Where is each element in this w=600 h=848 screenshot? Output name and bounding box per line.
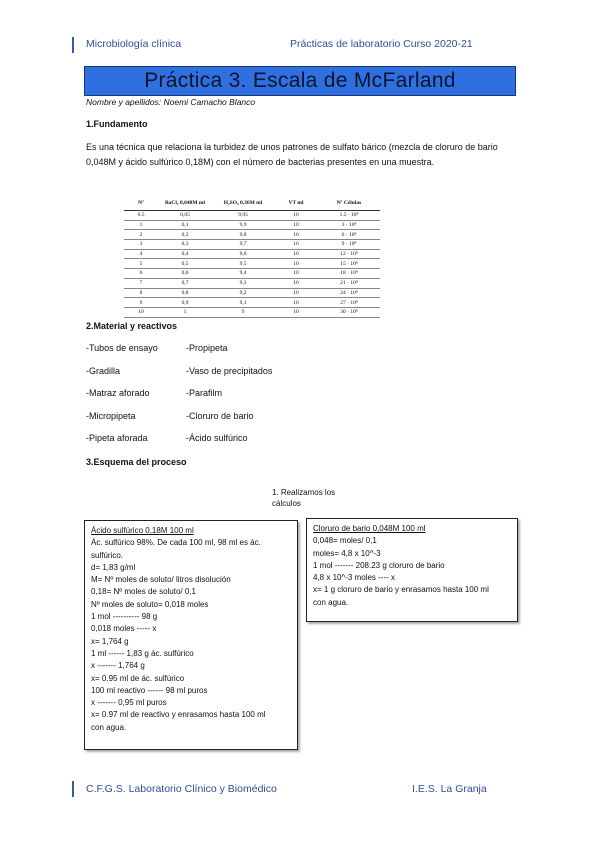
table-cell: 24 · 10⁸ [318, 288, 380, 298]
table-cell: 9,3 [212, 278, 274, 288]
table-cell: 10 [274, 269, 318, 279]
table-cell: 10 [274, 278, 318, 288]
material-item: -Micropipeta [86, 410, 136, 421]
table-cell: 6 [124, 269, 158, 279]
box-line: con agua. [313, 597, 349, 607]
table-cell: 0,2 [158, 230, 212, 240]
box-line: moles= 4,8 x 10^-3 [313, 548, 381, 558]
table-cell: 10 [274, 240, 318, 250]
table-cell: 9 [124, 298, 158, 308]
table-row [124, 230, 380, 240]
table-row [124, 220, 380, 230]
table-cell: 9,2 [212, 288, 274, 298]
material-item: -Parafilm [186, 388, 223, 398]
table-row [124, 298, 380, 308]
box-line: con agua. [91, 722, 127, 732]
table-row [124, 240, 380, 250]
material-item: -Vaso de precipitados [186, 365, 273, 376]
table-cell: 6 · 10⁸ [318, 230, 380, 240]
section2-heading: 2.Material y reactivos [86, 321, 178, 331]
box-line: 0,048= moles/ 0,1 [313, 536, 377, 546]
table-cell: 1 [158, 307, 212, 317]
table-row [124, 211, 380, 221]
box-line: 1 ml ------ 1,83 g ác. sulfúrico [91, 648, 194, 658]
box-line: x= 1,764 g [91, 636, 129, 646]
box-line: x= 0.97 ml de reactivo y enrasamos hasta 100 ml [91, 710, 266, 720]
material-item: -Cloruro de bario [186, 410, 254, 421]
box-title: Ácido sulfúrico 0,18M 100 ml [91, 526, 194, 535]
box-line: 4,8 x 10^-3 moles ---- x [313, 573, 395, 583]
table-cell: 3 [124, 240, 158, 250]
table-cell: 10 [274, 211, 318, 221]
table-cell: 21 · 10⁸ [318, 278, 380, 288]
table-cell: 10 [124, 307, 158, 317]
sulfuric-acid-calculation-box [84, 520, 298, 750]
box-line: Ác. sulfúrico 98%. De cada 100 ml, 98 ml es ác. [91, 538, 261, 548]
header-course: Prácticas de laboratorio Curso 2020-21 [290, 38, 473, 50]
barium-chloride-calculation-box [306, 518, 518, 622]
table-cell: 9,6 [212, 249, 274, 259]
box-title: Cloruro de bario 0,048M 100 ml [313, 524, 426, 533]
step1-line1: 1. Realizamos los [272, 488, 336, 497]
table-header: Nº Células [318, 196, 380, 211]
author-line: Nombre y apellidos: Noemi Camacho Blanco [86, 97, 256, 107]
table-cell: 18 · 10⁸ [318, 269, 380, 279]
box-line: 0,18= Nº moles de soluto/ 0,1 [91, 587, 196, 597]
table-cell: 9,5 [212, 259, 274, 269]
table-cell: 12 · 10⁸ [318, 249, 380, 259]
box-line: M= Nº moles de soluto/ litros disolución [91, 575, 231, 585]
table-cell: 0,4 [158, 249, 212, 259]
table-cell: 15 · 10⁸ [318, 259, 380, 269]
section1-paragraph: Es una técnica que relaciona la turbidez de unos patrones de sulfato bárico (mezcla de cloruro de bario 0,048M y ácido sulfúrico 0,18M) con el número de bacterias presentes en una muestra. [86, 142, 498, 167]
table-cell: 0,5 [158, 259, 212, 269]
box-line: x= 1 g cloruro de bario y enrasamos hasta 100 ml [313, 585, 489, 595]
table-cell: 10 [274, 307, 318, 317]
table-cell: 10 [274, 220, 318, 230]
step1-line2: cálculos [272, 499, 301, 508]
material-item: -Propipeta [186, 343, 228, 353]
table-row [124, 249, 380, 259]
table-cell: 9 [212, 307, 274, 317]
table-cell: 1 [124, 220, 158, 230]
table-cell: 7 [124, 278, 158, 288]
footer-cycle: C.F.G.S. Laboratorio Clínico y Biomédico [86, 783, 277, 795]
table-cell: 0,3 [158, 240, 212, 250]
table-row [124, 278, 380, 288]
table-cell: 9,4 [212, 269, 274, 279]
header-subject: Microbiología clínica [86, 38, 182, 50]
table-cell: 9,8 [212, 230, 274, 240]
table-cell: 9,7 [212, 240, 274, 250]
table-cell: 0,9 [158, 298, 212, 308]
table-cell: 0,7 [158, 278, 212, 288]
table-cell: 9,9 [212, 220, 274, 230]
mcfarland-table [124, 196, 380, 318]
page-title: Práctica 3. Escala de McFarland [144, 69, 456, 92]
table-cell: 5 [124, 259, 158, 269]
table-cell: 4 [124, 249, 158, 259]
box-line: sulfúrico. [91, 550, 124, 560]
material-item: -Matraz aforado [86, 388, 150, 398]
table-cell: 10 [274, 288, 318, 298]
box-line: 100 ml reactivo ------ 98 ml puros [91, 685, 208, 695]
table-cell: 3 · 10⁸ [318, 220, 380, 230]
table-row [124, 307, 380, 317]
table-row [124, 288, 380, 298]
material-item: -Ácido sulfúrico [186, 433, 248, 443]
table-cell: 9,95 [212, 211, 274, 221]
table-cell: 10 [274, 230, 318, 240]
material-item: -Pipeta aforada [86, 433, 148, 443]
table-cell: 1.5 · 10⁸ [318, 211, 380, 221]
table-header: H₂SO₄ 0,36M ml [212, 196, 274, 211]
box-line: d= 1,83 g/ml [91, 562, 136, 572]
footer-bar [72, 781, 74, 797]
table-cell: 0,8 [158, 288, 212, 298]
box-line: 1 mol ---------- 98 g [91, 612, 158, 622]
table-cell: 9 · 10⁸ [318, 240, 380, 250]
table-cell: 0,05 [158, 211, 212, 221]
table-cell: 30 · 10⁸ [318, 307, 380, 317]
table-cell: 9,1 [212, 298, 274, 308]
box-line: x= 0.95 ml de ác. sulfúrico [91, 673, 185, 683]
table-header: Nº [124, 196, 158, 211]
table-row [124, 259, 380, 269]
header-bar [72, 37, 74, 53]
table-cell: 2 [124, 230, 158, 240]
table-cell: 0,1 [158, 220, 212, 230]
table-header-row [124, 196, 380, 211]
table-cell: 27 · 10⁸ [318, 298, 380, 308]
table-cell: 8 [124, 288, 158, 298]
table-cell: 10 [274, 259, 318, 269]
table-cell: 0.5 [124, 211, 158, 221]
material-item: -Gradilla [86, 365, 121, 376]
table-header: BaCl₂ 0,048M ml [158, 196, 212, 211]
table-row [124, 269, 380, 279]
section1-heading: 1.Fundamento [86, 119, 148, 129]
box-line: 1 mol ------- 208.23 g cloruro de bario [313, 560, 445, 570]
material-item: -Tubos de ensayo [86, 343, 158, 353]
box-line: x ------- 1,764 g [91, 661, 145, 671]
title-banner [84, 66, 516, 96]
footer-school: I.E.S. La Granja [412, 783, 487, 795]
table-header: VT ml [274, 196, 318, 211]
box-line: Nº moles de soluto= 0,018 moles [91, 599, 209, 609]
table-cell: 10 [274, 298, 318, 308]
table-cell: 0,6 [158, 269, 212, 279]
section3-heading: 3.Esquema del proceso [86, 457, 187, 467]
box-line: 0,018 moles ----- x [91, 624, 157, 634]
box-line: x ------- 0,95 ml puros [91, 698, 167, 708]
table-cell: 10 [274, 249, 318, 259]
